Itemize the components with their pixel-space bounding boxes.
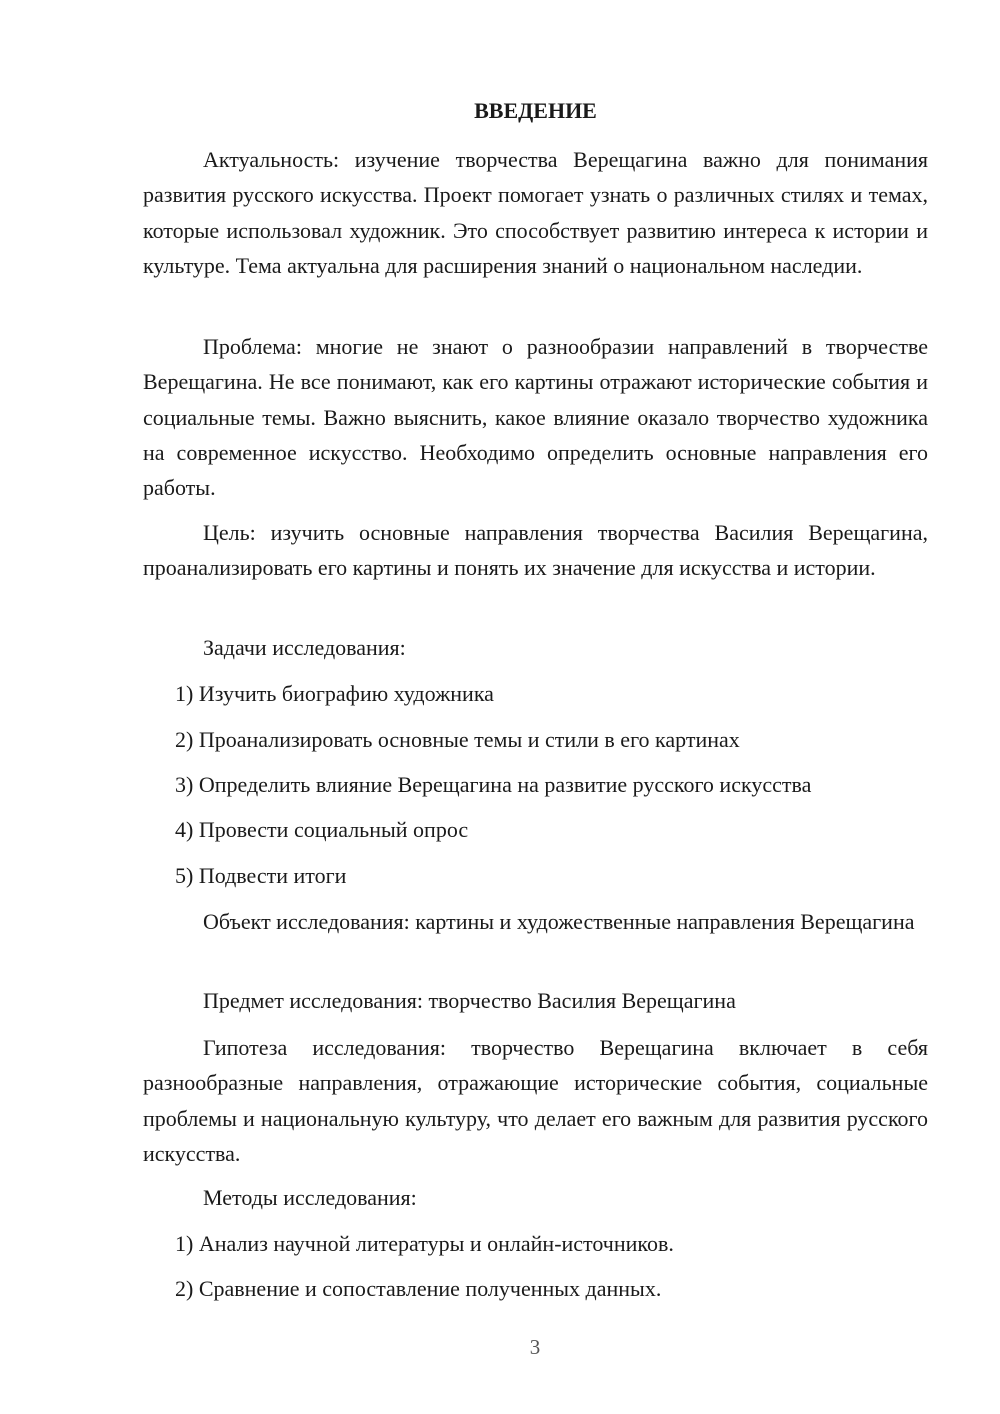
hypothesis-paragraph: Гипотеза исследования: творчество Верещагина включает в себя разнообразные направления, отражающие исторические события, социальные проблемы и национальную культуру, что делает его важным для развития русского искусства. — [143, 1035, 928, 1166]
task-item: 2) Проанализировать основные темы и стили в его картинах — [175, 727, 740, 752]
task-item: 5) Подвести итоги — [175, 863, 347, 888]
methods-label: Методы исследования: — [203, 1185, 417, 1210]
subject-paragraph: Предмет исследования: творчество Василия Верещагина — [203, 988, 736, 1013]
page-title: ВВЕДЕНИЕ — [474, 98, 597, 123]
problem-paragraph: Проблема: многие не знают о разнообразии направлений в творчестве Верещагина. Не все понимают, как его картины отражают исторические события и социальные темы. Важно выяснить, какое влияние оказало творчество художника на современное искусство. Необходимо определить основные направления его работы. — [143, 334, 928, 501]
goal-paragraph: Цель: изучить основные направления творчества Василия Верещагина, проанализировать его картины и понять их значение для искусства и истории. — [143, 520, 928, 581]
task-item: 4) Провести социальный опрос — [175, 817, 469, 842]
tasks-label: Задачи исследования: — [203, 635, 406, 660]
page-number: 3 — [529, 1335, 541, 1359]
method-item: 1) Анализ научной литературы и онлайн-источников. — [175, 1231, 674, 1256]
object-paragraph: Объект исследования: картины и художественные направления Верещагина — [203, 909, 915, 934]
task-item: 1) Изучить биографию художника — [175, 681, 494, 706]
method-item: 2) Сравнение и сопоставление полученных данных. — [175, 1276, 662, 1301]
task-item: 3) Определить влияние Верещагина на развитие русского искусства — [175, 772, 812, 797]
relevance-paragraph: Актуальность: изучение творчества Верещагина важно для понимания развития русского искусства. Проект помогает узнать о различных стилях и темах, которые использовал художник. Это способствует развитию интереса к истории и культуре. Тема актуальна для расширения знаний о национальном наследии. — [143, 147, 928, 278]
